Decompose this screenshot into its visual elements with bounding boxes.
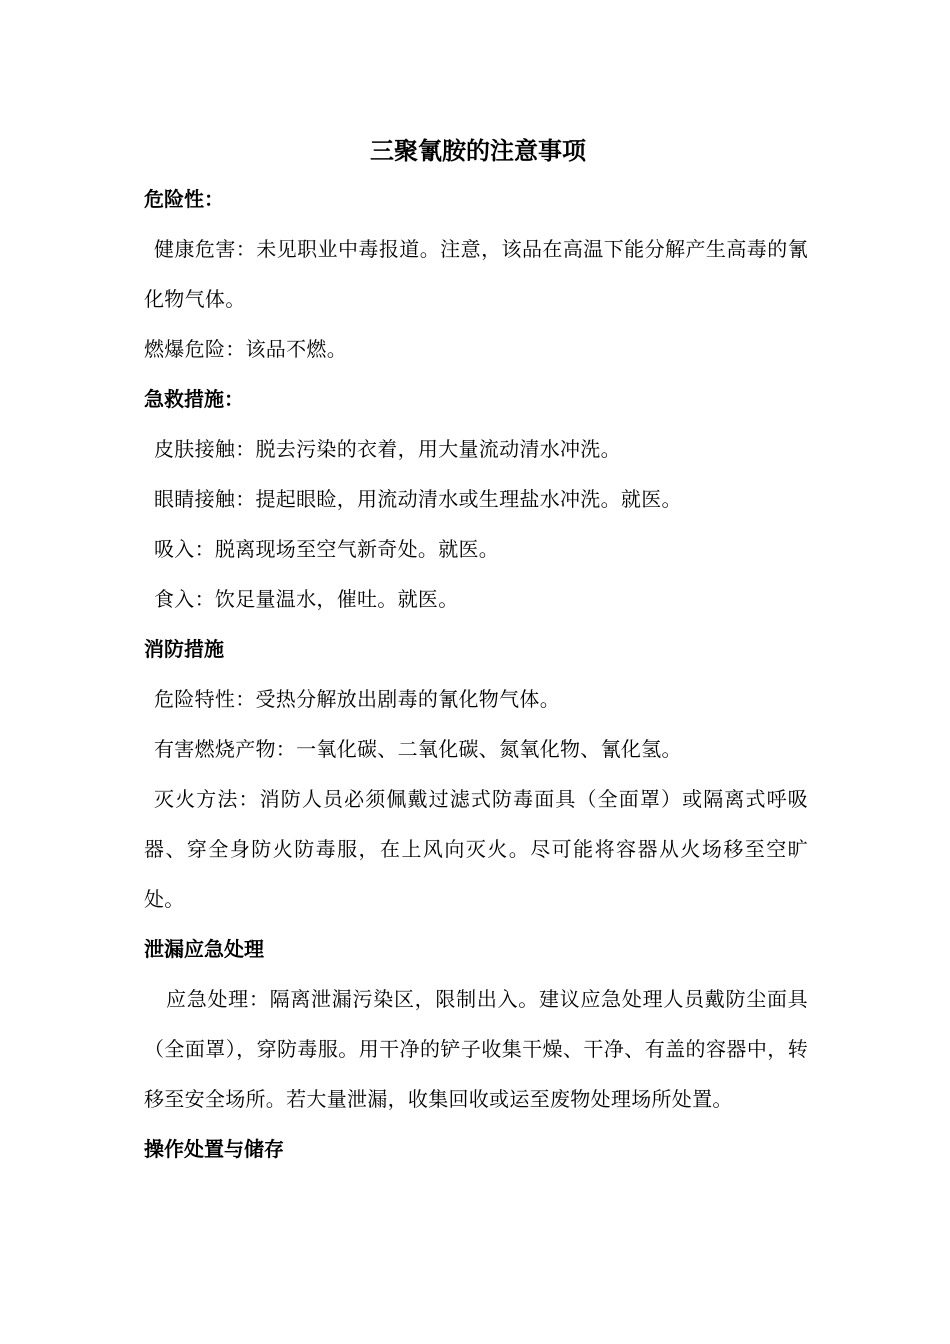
section-heading: 泄漏应急处理	[144, 937, 264, 961]
section-heading: 危险性：	[144, 187, 224, 211]
section-first-aid	[144, 374, 808, 624]
section-heading: 操作处置与储存	[144, 1137, 284, 1161]
section-heading: 消防措施	[144, 637, 224, 661]
document-title: 三聚氰胺的注意事项	[370, 136, 586, 165]
paragraph: 应急处理：隔离泄漏污染区，限制出入。建议应急处理人员戴防尘面具（全面罩），穿防毒服。用干净的铲子收集干燥、干净、有盖的容器中，转移至安全场所。若大量泄漏，收集回收或运至废物处理场所处置。	[144, 987, 808, 1111]
paragraph: 健康危害：未见职业中毒报道。注意，该品在高温下能分解产生高毒的氰化物气体。	[144, 237, 808, 311]
paragraph: 危险特性：受热分解放出剧毒的氰化物气体。	[154, 687, 560, 711]
section-hazards	[144, 174, 808, 374]
section-handling-storage	[144, 1124, 808, 1174]
paragraph: 眼睛接触：提起眼睑，用流动清水或生理盐水冲洗。就医。	[154, 487, 682, 511]
paragraph: 灭火方法：消防人员必须佩戴过滤式防毒面具（全面罩）或隔离式呼吸器、穿全身防火防毒服，在上风向灭火。尽可能将容器从火场移至空旷处。	[144, 787, 808, 911]
document-page	[144, 128, 808, 1174]
paragraph: 食入：饮足量温水，催吐。就医。	[154, 587, 459, 611]
section-spill-response	[144, 924, 808, 1124]
paragraph: 吸入：脱离现场至空气新奇处。就医。	[154, 537, 500, 561]
section-fire-fighting	[144, 624, 808, 924]
paragraph: 燃爆危险：该品不燃。	[144, 337, 347, 361]
section-heading: 急救措施：	[144, 387, 244, 411]
paragraph: 皮肤接触：脱去污染的衣着，用大量流动清水冲洗。	[154, 437, 621, 461]
paragraph: 有害燃烧产物：一氧化碳、二氧化碳、氮氧化物、氰化氢。	[154, 737, 682, 761]
